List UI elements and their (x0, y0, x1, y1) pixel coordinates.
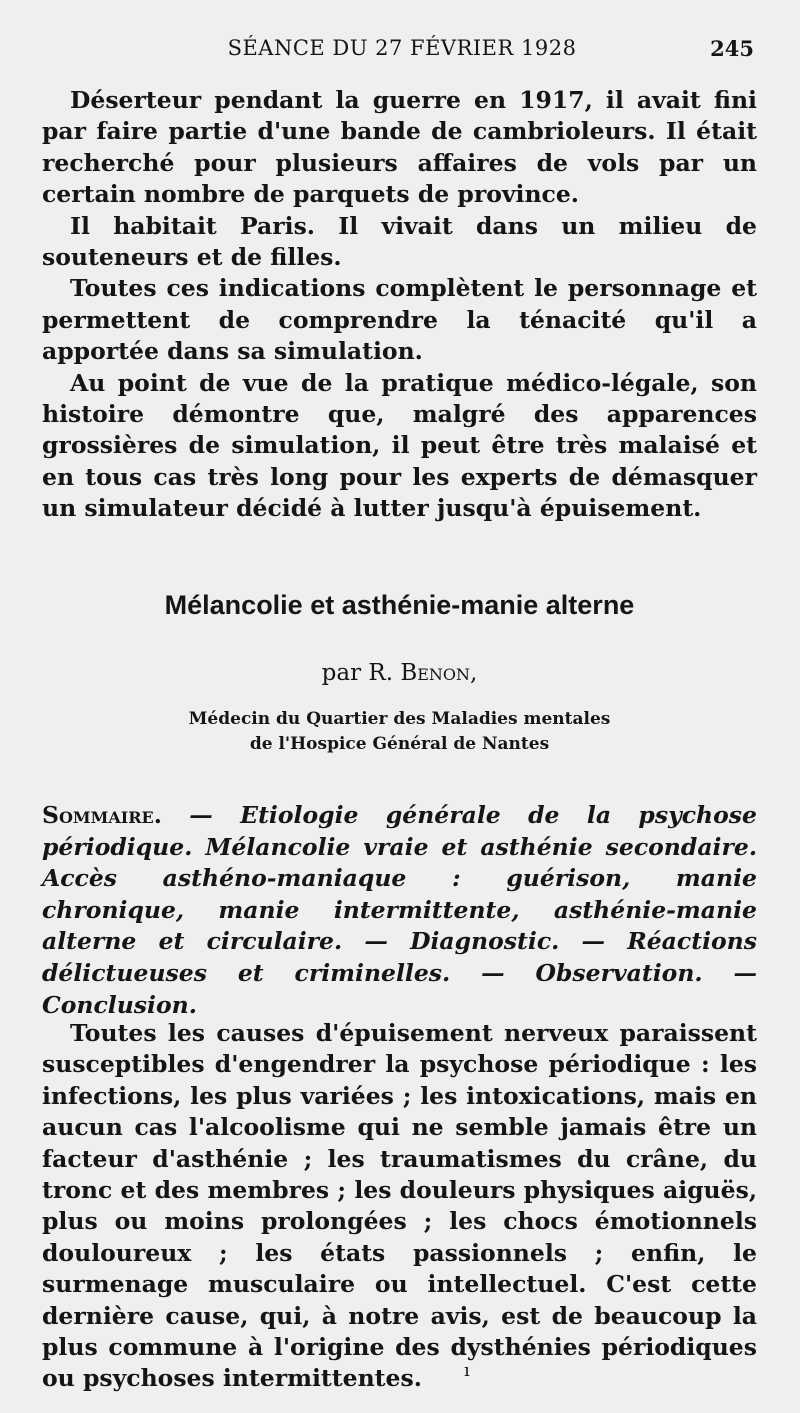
running-header (42, 36, 762, 66)
byline (42, 660, 757, 686)
summary-label: Sommaire. (42, 801, 162, 829)
summary (42, 800, 757, 1021)
author-name: Benon, (400, 660, 478, 686)
footer-mark: ı (464, 1360, 470, 1381)
paragraph: Il habitait Paris. Il vivait dans un milieu de souteneurs et de filles. (42, 211, 757, 272)
body-section (42, 1018, 757, 1395)
affiliation-line: de l'Hospice Général de Nantes (249, 734, 550, 754)
intro-section (42, 85, 757, 525)
running-header-title: SÉANCE DU 27 FÉVRIER 1928 (227, 36, 577, 60)
page-number: 245 (710, 36, 754, 61)
byline-prefix: par R. (321, 660, 394, 686)
affiliation (42, 707, 757, 757)
paragraph: Toutes les causes d'épuisement nerveux paraissent susceptibles d'engendrer la psychose périodique : les infections, les plus variées ; les intoxications, mais en aucun cas l'alcoolisme qui ne semble jamais être un facteur d'asthénie ; les traumatismes du crâne, du tronc et des membres ; les douleurs physiques aiguës, plus ou moins prolongées ; les chocs émotionnels douloureux ; les états passionnels ; enfin, le surmenage musculaire ou intellectuel. C'est cette dernière cause, qui, à notre avis, est de beaucoup la plus commune à l'origine des dysthénies périodiques ou psychoses intermittentes. (42, 1019, 757, 1393)
paragraph: Déserteur pendant la guerre en 1917, il avait fini par faire partie d'une bande de cambrioleurs. Il était recherché pour plusieurs affaires de vols par un certain nombre de parquets de province. (42, 86, 757, 209)
paragraph: Toutes ces indications complètent le personnage et permettent de comprendre la ténacité qu'il a apportée dans sa simulation. (42, 274, 757, 366)
article-title: Mélancolie et asthénie-manie alterne (164, 590, 635, 620)
paragraph: Au point de vue de la pratique médico-légale, son histoire démontre que, malgré des apparences grossières de simulation, il peut être très malaisé et en tous cas très long pour les experts de démasquer un simulateur décidé à lutter jusqu'à épuisement. (42, 368, 757, 523)
summary-text: — Etiologie générale de la psychose périodique. Mélancolie vraie et asthénie secondaire. Accès asthéno-maniaque : guérison, manie chronique, manie intermittente, asthénie-manie alterne et circulaire. — Diagnostic. — Réactions délictueuses et criminelles. — Observation. — Conclusion. (42, 801, 757, 1019)
affiliation-line: Médecin du Quartier des Maladies mentales (188, 709, 611, 729)
